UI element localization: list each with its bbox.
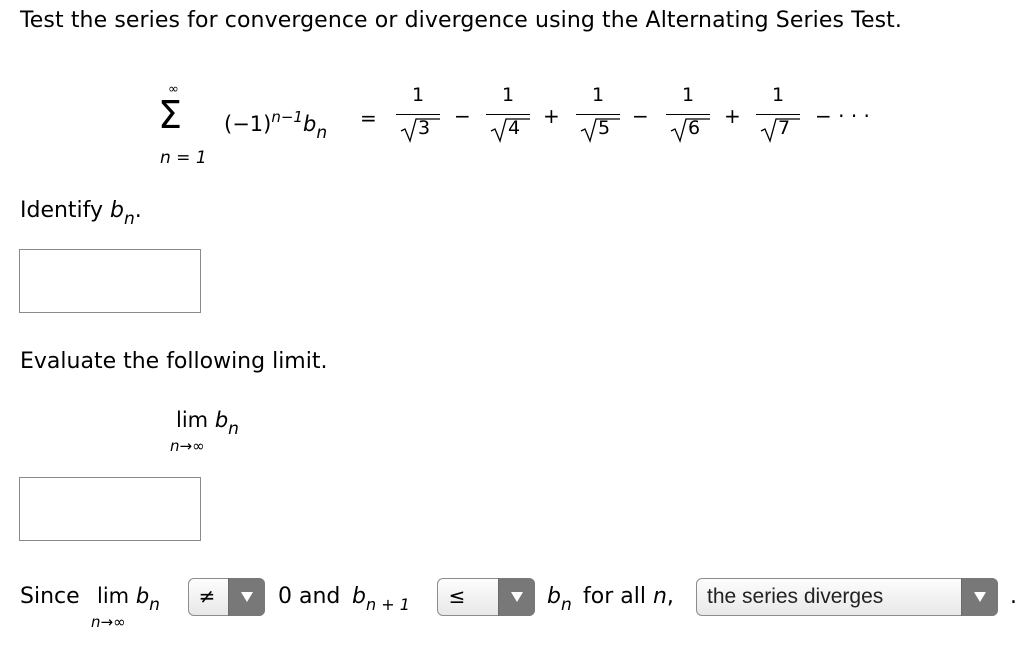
identify-text: Identify	[20, 198, 111, 223]
conclusion-lim-under: n→∞	[91, 613, 126, 631]
radicand: 7	[778, 117, 791, 139]
fraction-denominator	[670, 118, 710, 142]
fraction-denominator	[760, 118, 800, 142]
fraction-term	[756, 84, 800, 146]
b-n-term	[547, 584, 572, 615]
fraction-denominator	[580, 118, 620, 142]
dropdown-1-arrow-icon[interactable]	[228, 578, 265, 616]
lim-word: lim	[176, 408, 209, 432]
fraction-term	[666, 84, 710, 146]
evaluate-limit-label: Evaluate the following limit.	[20, 349, 328, 374]
fraction-numerator: 1	[411, 84, 425, 106]
radicand: 3	[418, 117, 431, 139]
summation	[158, 82, 218, 172]
fraction-numerator: 1	[681, 84, 695, 106]
radicand: 5	[598, 117, 611, 139]
fraction-denominator	[490, 118, 530, 142]
fraction-term	[486, 84, 530, 146]
fraction-bar	[666, 114, 710, 115]
fraction-numerator: 1	[501, 84, 515, 106]
fraction-bar	[486, 114, 530, 115]
conclusion-limit	[97, 584, 160, 615]
comparison-dropdown-2[interactable]	[437, 578, 535, 616]
sigma-symbol: Σ	[158, 93, 183, 137]
dropdown-1-value: ≠	[198, 584, 216, 608]
identify-period: .	[134, 198, 142, 223]
conclusion-sub: n	[149, 595, 160, 615]
dropdown-2-arrow-icon[interactable]	[498, 578, 535, 616]
fraction-denominator	[400, 118, 440, 142]
fraction-numerator: 1	[771, 84, 785, 106]
lim-b: b	[214, 408, 229, 432]
conclusion-dropdown-value: the series diverges	[707, 585, 884, 608]
radicand: 6	[688, 117, 701, 139]
term-b: b	[302, 112, 317, 136]
term-exponent: n−1	[271, 108, 303, 126]
b3-sub: n	[560, 595, 572, 615]
conclusion-b: b	[135, 584, 150, 608]
series-operator: +	[543, 104, 560, 128]
bn-answer-box[interactable]	[19, 249, 201, 313]
lim-sub: n	[228, 419, 239, 439]
b2: b	[352, 584, 366, 609]
series-term	[224, 108, 328, 143]
radicand: 4	[508, 117, 521, 139]
equals-sign: =	[360, 106, 377, 130]
b3: b	[547, 584, 561, 609]
identify-label	[20, 198, 142, 229]
series-operator: − · · ·	[815, 104, 870, 128]
and-text: 0 and	[278, 584, 341, 609]
limit-expression	[176, 408, 239, 439]
term-subscript: n	[316, 123, 328, 143]
lim-under: n→∞	[170, 437, 205, 455]
fraction-bar	[756, 114, 800, 115]
for-all-comma: ,	[666, 584, 674, 609]
identify-b: b	[110, 198, 125, 223]
term-base: (−1)	[224, 112, 272, 136]
comparison-dropdown-1[interactable]	[188, 578, 265, 616]
b-n-plus-1	[352, 584, 410, 614]
identify-sub: n	[124, 209, 135, 229]
sum-upper-limit: ∞	[168, 82, 179, 97]
limit-answer-box[interactable]	[19, 477, 201, 541]
series-operator: −	[454, 104, 471, 128]
fraction-bar	[396, 114, 440, 115]
conclusion-dropdown[interactable]	[696, 578, 998, 616]
dropdown-2-value: ≤	[448, 584, 466, 608]
fraction-term	[576, 84, 620, 146]
b2-sub: n + 1	[365, 595, 410, 614]
fraction-numerator: 1	[591, 84, 605, 106]
for-all-n: n	[652, 584, 667, 609]
for-all-text	[583, 584, 674, 609]
series-operator: −	[632, 104, 649, 128]
fraction-term	[396, 84, 440, 146]
final-period: .	[1010, 584, 1017, 609]
for-all-words: for all	[583, 584, 646, 609]
question-title: Test the series for convergence or divergence using the Alternating Series Test.	[20, 8, 902, 33]
fraction-bar	[576, 114, 620, 115]
series-operator: +	[724, 104, 741, 128]
conclusion-lim-word: lim	[97, 584, 130, 608]
conclusion-dropdown-arrow-icon[interactable]	[961, 578, 998, 616]
since-text: Since	[20, 584, 80, 609]
sum-lower-limit: n = 1	[160, 148, 207, 168]
